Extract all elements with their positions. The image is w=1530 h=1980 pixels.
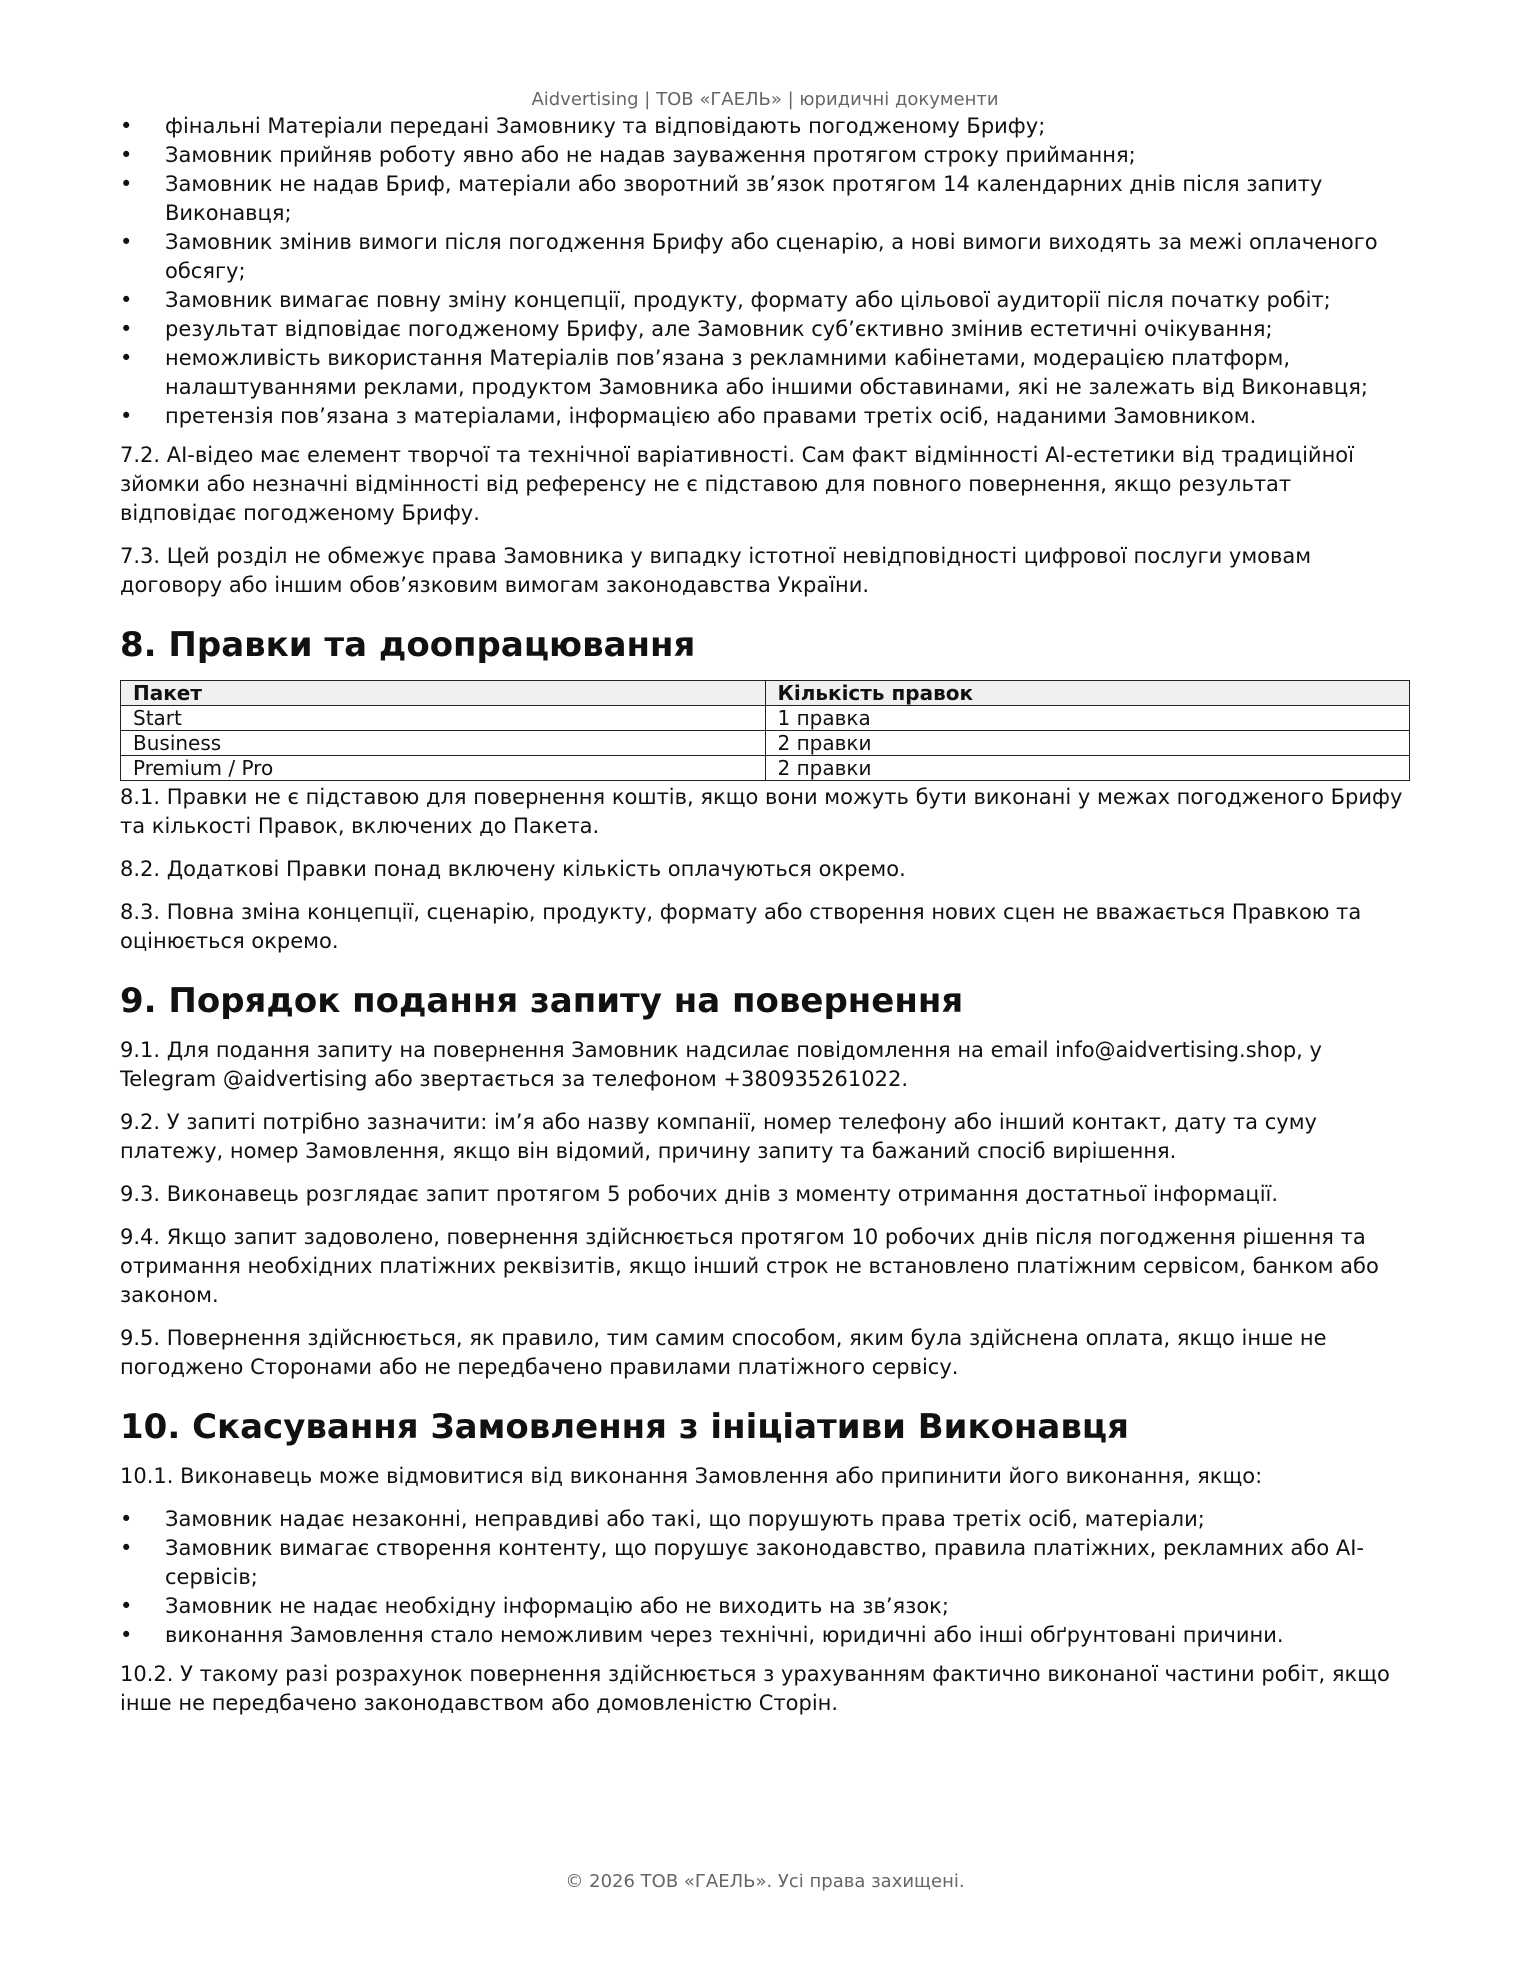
column-header-package: Пакет <box>121 681 766 706</box>
page-header: Aidvertising | ТОВ «ГАЕЛЬ» | юридичні документи <box>531 89 999 110</box>
paragraph-8-1: 8.1. Правки не є підставою для повернення коштів, якщо вони можуть бути виконані у межах погодженого Брифу та кількості Правок, включених до Пакета. <box>120 785 1403 838</box>
table-row <box>121 706 1410 731</box>
table-header-row <box>121 681 1410 706</box>
table-cell: Start <box>121 706 766 731</box>
column-header-revisions: Кількість правок <box>765 681 1410 706</box>
paragraph-9-3: 9.3. Виконавець розглядає запит протягом 5 робочих днів з моменту отримання достатньої інформації. <box>120 1182 1279 1206</box>
list-item: • Замовник прийняв роботу явно або не надав зауваження протягом строку приймання; <box>120 141 1412 170</box>
list-item: • Замовник вимагає створення контенту, що порушує законодавство, правила платіжних, рекламних або AI-сервісів; <box>120 1534 1412 1592</box>
list-item: • результат відповідає погодженому Брифу, але Замовник суб’єктивно змінив естетичні очікування; <box>120 315 1412 344</box>
paragraph-10-2: 10.2. У такому разі розрахунок повернення здійснюється з урахуванням фактично виконаної частини робіт, якщо інше не передбачено законодавством або домовленістю Сторін. <box>120 1662 1390 1715</box>
paragraph-10-1: 10.1. Виконавець може відмовитися від виконання Замовлення або припинити його виконання, якщо: <box>120 1464 1263 1488</box>
cancellation-reasons-list <box>120 1505 1412 1650</box>
document-body <box>120 112 1412 1732</box>
list-item: • Замовник не надає необхідну інформацію або не виходить на зв’язок; <box>120 1592 1412 1621</box>
page-footer: © 2026 ТОВ «ГАЕЛЬ». Усі права захищені. <box>565 1871 965 1892</box>
paragraph-9-1: 9.1. Для подання запиту на повернення Замовник надсилає повідомлення на email info@aidvertising.shop, у Telegram @aidvertising або звертається за телефоном +380935261022. <box>120 1038 1322 1091</box>
table-cell: 1 правка <box>765 706 1410 731</box>
paragraph-8-3: 8.3. Повна зміна концепції, сценарію, продукту, формату або створення нових сцен не вважається Правкою та оцінюється окремо. <box>120 900 1362 953</box>
paragraph-9-5: 9.5. Повернення здійснюється, як правило, тим самим способом, яким була здійснена оплата, якщо інше не погоджено Сторонами або не передбачено правилами платіжного сервісу. <box>120 1326 1327 1379</box>
table-cell: Premium / Pro <box>121 756 766 781</box>
list-item: • Замовник змінив вимоги після погодження Брифу або сценарію, а нові вимоги виходять за межі оплаченого обсягу; <box>120 228 1412 286</box>
list-item: • фінальні Матеріали передані Замовнику та відповідають погодженому Брифу; <box>120 112 1412 141</box>
paragraph-9-2: 9.2. У запиті потрібно зазначити: ім’я або назву компанії, номер телефону або інший контакт, дату та суму платежу, номер Замовлення, якщо він відомий, причину запиту та бажаний спосіб вирішення. <box>120 1110 1317 1163</box>
list-item: • Замовник вимагає повну зміну концепції, продукту, формату або цільової аудиторії після початку робіт; <box>120 286 1412 315</box>
refund-exclusions-list <box>120 112 1412 431</box>
paragraph-7-2: 7.2. AI-відео має елемент творчої та технічної варіативності. Сам факт відмінності AI-естетики від традиційної зйомки або незначні відмінності від референсу не є підставою для повного повернення, якщо результат відповідає погодженому Брифу. <box>120 443 1354 525</box>
section-heading-10: 10. Скасування Замовлення з ініціативи Виконавця <box>120 1407 1129 1447</box>
paragraph-8-2: 8.2. Додаткові Правки понад включену кількість оплачуються окремо. <box>120 857 906 881</box>
list-item: • Замовник не надав Бриф, матеріали або зворотний зв’язок протягом 14 календарних днів після запиту Виконавця; <box>120 170 1412 228</box>
paragraph-7-3: 7.3. Цей розділ не обмежує права Замовника у випадку істотної невідповідності цифрової послуги умовам договору або іншим обов’язковим вимогам законодавства України. <box>120 544 1312 597</box>
paragraph-9-4: 9.4. Якщо запит задоволено, повернення здійснюється протягом 10 робочих днів після погодження рішення та отримання необхідних платіжних реквізитів, якщо інший строк не встановлено платіжним сервісом, банком або законом. <box>120 1225 1379 1307</box>
list-item: • Замовник надає незаконні, неправдиві або такі, що порушують права третіх осіб, матеріали; <box>120 1505 1412 1534</box>
list-item: • виконання Замовлення стало неможливим через технічні, юридичні або інші обґрунтовані причини. <box>120 1621 1412 1650</box>
table-cell: 2 правки <box>765 731 1410 756</box>
table-row <box>121 731 1410 756</box>
table-cell: Business <box>121 731 766 756</box>
revisions-table <box>120 680 1410 781</box>
section-heading-9: 9. Порядок подання запиту на повернення <box>120 981 964 1021</box>
list-item: • претензія пов’язана з матеріалами, інформацією або правами третіх осіб, наданими Замовником. <box>120 402 1412 431</box>
table-row <box>121 756 1410 781</box>
list-item: • неможливість використання Матеріалів пов’язана з рекламними кабінетами, модерацією платформ, налаштуваннями реклами, продуктом Замовника або іншими обставинами, які не залежать від Виконавця; <box>120 344 1412 402</box>
section-heading-8: 8. Правки та доопрацювання <box>120 625 696 665</box>
table-cell: 2 правки <box>765 756 1410 781</box>
